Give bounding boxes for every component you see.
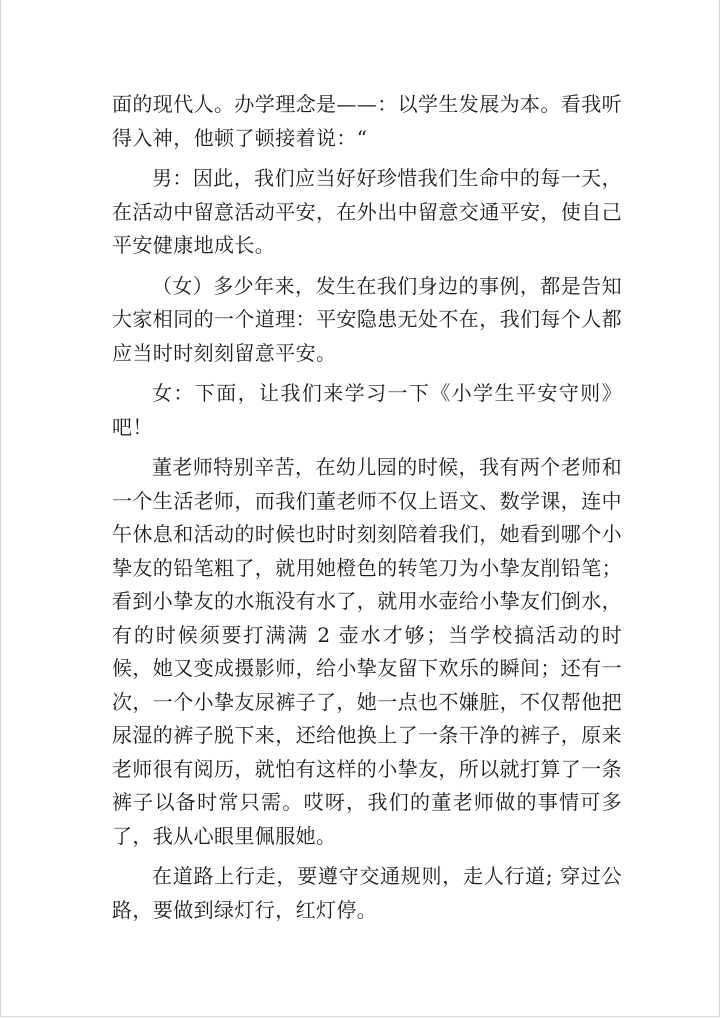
paragraph-5: 董老师特别辛苦，在幼儿园的时候，我有两个老师和一个生活老师，而我们董老师不仅上语文、数学课，连中午休息和活动的时候也时时刻刻陪着我们，她看到哪个小挚友的铅笔粗了，就用她橙色的转笔刀为小挚友削铅笔；看到小挚友的水瓶没有水了，就用水壶给小挚友们倒水，有的时候须要打满满 2 壶水才够；当学校搞活动的时候，她又变成摄影师，给小挚友留下欢乐的瞬间；还有一次，一个小挚友尿裤子了，她一点也不嫌脏，不仅帮他把尿湿的裤子脱下来，还给他换上了一条干净的裤子，原来老师很有阅历，就怕有这样的小挚友，所以就打算了一条裤子以备时常只需。哎呀，我们的董老师做的事情可多了，我从心眼里佩服她。	[112, 455, 622, 848]
document-body	[112, 88, 622, 927]
paragraph-4: 女：下面，让我们来学习一下《小学生平安守则》吧！	[112, 381, 622, 439]
paragraph-6: 在道路上行走，要遵守交通规则，走人行道; 穿过公路，要做到绿灯行，红灯停。	[112, 864, 622, 922]
paragraph-2: 男：因此，我们应当好好珍惜我们生命中的每一天，在活动中留意活动平安，在外出中留意交通平安，使自己平安健康地成长。	[112, 166, 622, 257]
paragraph-1: 面的现代人。办学理念是——：以学生发展为本。看我听得入神，他顿了顿接着说：“	[112, 92, 622, 150]
paragraph-3: （女）多少年来，发生在我们身边的事例，都是告知大家相同的一个道理：平安隐患无处不在，我们每个人都应当时时刻刻留意平安。	[112, 273, 622, 365]
